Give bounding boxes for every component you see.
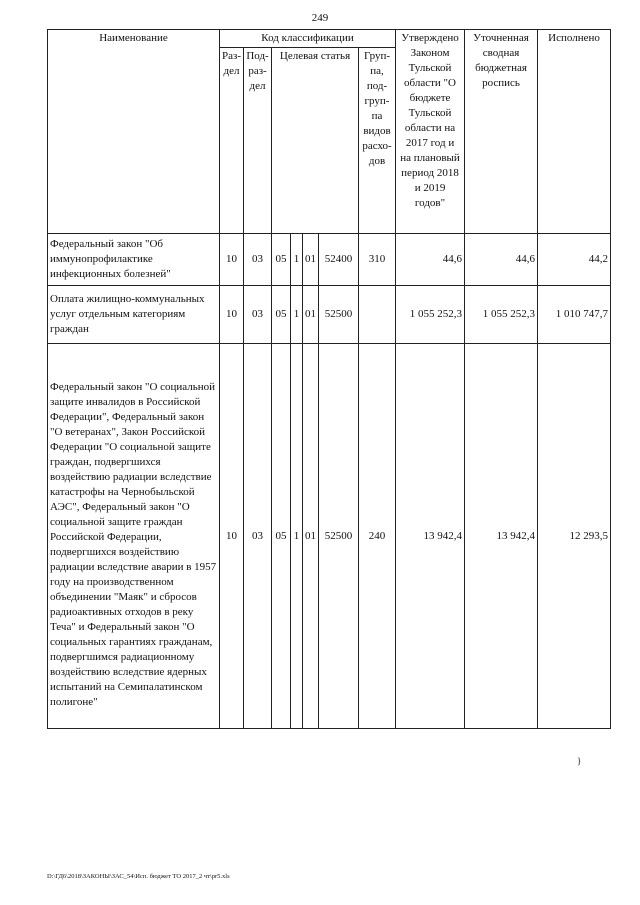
row-podrazdel: 03 bbox=[244, 286, 272, 344]
row-cs-program: 05 bbox=[272, 344, 291, 729]
row-approved: 44,6 bbox=[396, 234, 465, 286]
row-approved: 1 055 252,3 bbox=[396, 286, 465, 344]
row-podrazdel: 03 bbox=[244, 234, 272, 286]
col-header-approved: Утверждено Законом Тульской области "О бюджете Тульской области на 2017 год и на плановый период 2018 и 2019 годов" bbox=[396, 30, 465, 234]
row-vid: 240 bbox=[359, 344, 396, 729]
row-cs-event: 01 bbox=[303, 344, 319, 729]
row-cs-subprogram: 1 bbox=[291, 286, 303, 344]
col-header-executed: Исполнено bbox=[538, 30, 611, 234]
row-cs-event: 01 bbox=[303, 286, 319, 344]
row-refined: 44,6 bbox=[465, 234, 538, 286]
col-header-celevaya: Целевая статья bbox=[272, 48, 359, 234]
col-header-refined: Уточненная сводная бюджетная роспись bbox=[465, 30, 538, 234]
row-cs-direction: 52400 bbox=[319, 234, 359, 286]
row-executed: 1 010 747,7 bbox=[538, 286, 611, 344]
row-cs-subprogram: 1 bbox=[291, 234, 303, 286]
page-number: 249 bbox=[311, 12, 329, 24]
row-cs-program: 05 bbox=[272, 286, 291, 344]
col-header-razdel: Раз- дел bbox=[220, 48, 244, 234]
row-cs-subprogram: 1 bbox=[291, 344, 303, 729]
row-executed: 44,2 bbox=[538, 234, 611, 286]
row-name: Оплата жилищно-коммунальных услуг отдельным категориям граждан bbox=[48, 286, 220, 344]
row-podrazdel: 03 bbox=[244, 344, 272, 729]
col-header-name: Наименование bbox=[48, 30, 220, 234]
footer-file-path: D:\ГД6\2018\ЗАКОНЫ\ЗАС_54\Исп. бюджет ТО 2017_2 чт\pr5.xls bbox=[47, 873, 230, 880]
row-approved: 13 942,4 bbox=[396, 344, 465, 729]
row-cs-direction: 52500 bbox=[319, 286, 359, 344]
table-row bbox=[48, 286, 611, 344]
header-row-top bbox=[48, 30, 611, 48]
row-cs-program: 05 bbox=[272, 234, 291, 286]
row-refined: 13 942,4 bbox=[465, 344, 538, 729]
row-vid: 310 bbox=[359, 234, 396, 286]
col-header-podrazdel: Под- раз- дел bbox=[244, 48, 272, 234]
row-cs-event: 01 bbox=[303, 234, 319, 286]
row-refined: 1 055 252,3 bbox=[465, 286, 538, 344]
budget-table bbox=[47, 29, 611, 729]
row-name: Федеральный закон "О социальной защите инвалидов в Российской Федерации", Федеральный закон "О ветеранах", Закон Российской Федерации "О социальной защите граждан, подвергшихся воздействию радиации вследствие катастрофы на Чернобыльской АЭС", Федеральный закон "О социальной защите граждан Российской Федерации, подвергшихся воздействию радиации вследствие аварии в 1957 году на производственном объединении "Маяк" и сбросов радиоактивных отходов в реку Теча" и Федеральный закон "О социальных гарантиях гражданам, подвергшимся радиационному воздействию вследствие ядерных испытаний на Семипалатинском полигоне" bbox=[48, 344, 220, 729]
row-vid bbox=[359, 286, 396, 344]
row-executed: 12 293,5 bbox=[538, 344, 611, 729]
col-header-code-group: Код классификации bbox=[220, 30, 396, 48]
col-header-vid: Груп- па, под- груп- па видов расхо- дов bbox=[359, 48, 396, 234]
row-razdel: 10 bbox=[220, 234, 244, 286]
tick-mark: } bbox=[577, 756, 582, 766]
row-razdel: 10 bbox=[220, 286, 244, 344]
table-row bbox=[48, 344, 611, 729]
table-row bbox=[48, 234, 611, 286]
row-cs-direction: 52500 bbox=[319, 344, 359, 729]
row-name: Федеральный закон "Об иммунопрофилактике инфекционных болезней" bbox=[48, 234, 220, 286]
row-razdel: 10 bbox=[220, 344, 244, 729]
